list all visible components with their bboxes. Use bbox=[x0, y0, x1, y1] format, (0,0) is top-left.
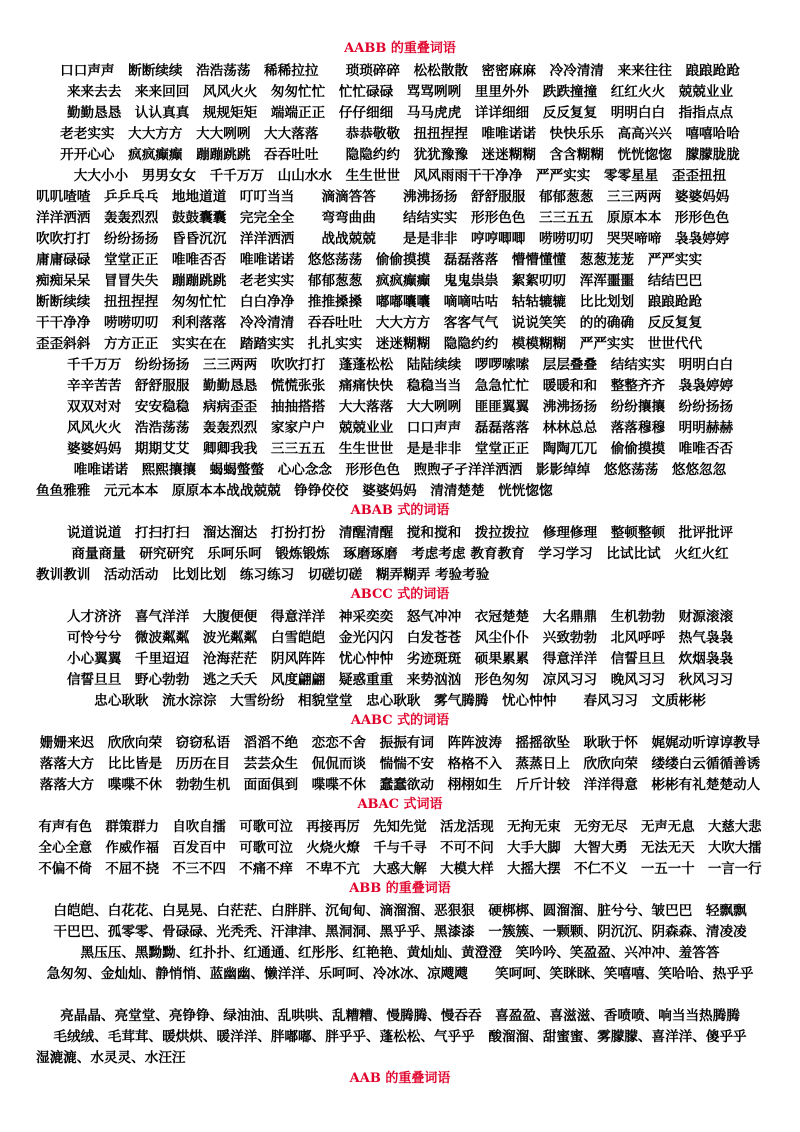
word-line: 来来去去 来来回回 风风火火 匆匆忙忙 忙忙碌碌 骂骂咧咧 里里外外 跌跌撞撞 红红火火 兢兢业业 bbox=[66, 84, 734, 100]
word-line: 湿漉漉、水灵灵、水汪汪 bbox=[36, 1050, 186, 1066]
word-line: 黑压压、黑黝黝、红扑扑、红通通、红彤彤、红艳艳、黄灿灿、黄澄澄 笑吟吟、笑盈盈、兴冲冲、羞答答 bbox=[80, 945, 720, 961]
section-title-aabc: AABC 式的词语 bbox=[350, 713, 450, 728]
word-line: 不偏不倚 不屈不挠 不三不四 不痛不痒 不卑不亢 大惑大解 大模大样 大摇大摆 不仁不义 一五一十 一言一行 bbox=[38, 861, 762, 877]
word-line: 风风火火 浩浩荡荡 轰轰烈烈 家家户户 兢兢业业 口口声声 磊磊落落 林林总总 落落穆穆 明明赫赫 bbox=[66, 420, 734, 436]
section-title-abb: ABB 的重叠词语 bbox=[349, 881, 451, 896]
word-line: 辛辛苦苦 舒舒服服 勤勤恳恳 慌慌张张 痛痛快快 稳稳当当 急急忙忙 暖暖和和 整整齐齐 袅袅婷婷 bbox=[66, 378, 734, 394]
word-line: 干干净净 唠唠叨叨 利利落落 冷冷清清 吞吞吐吐 大大方方 客客气气 说说笑笑 的的确确 反反复复 bbox=[36, 315, 703, 331]
word-line: 落落大方 喋喋不休 勃勃生机 面面俱到 喋喋不休 蠢蠢欲动 栩栩如生 斤斤计较 洋洋得意 彬彬有礼楚楚动人 bbox=[39, 777, 761, 793]
word-line: 吹吹打打 纷纷扬扬 昏昏沉沉 洋洋洒洒 战战兢兢 是是非非 哼哼唧唧 唠唠叨叨 哭哭啼啼 袅袅婷婷 bbox=[36, 231, 730, 247]
word-line: 教训教训 活动活动 比划比划 练习练习 切磋切磋 糊弄糊弄 考验考验 bbox=[36, 567, 490, 583]
word-line: 忠心耿耿 流水淙淙 大雪纷纷 相貌堂堂 忠心耿耿 雾气腾腾 忧心忡忡 春风习习 文质彬彬 bbox=[94, 693, 706, 709]
word-line: 老老实实 大大方方 大大咧咧 大大落落 恭恭敬敬 扭扭捏捏 唯唯诺诺 快快乐乐 高高兴兴 嘻嘻哈哈 bbox=[60, 126, 740, 142]
word-line: 信誓旦旦 野心勃勃 逃之夭夭 风度翩翩 疑惑重重 来势汹汹 形色匆匆 凉风习习 晚风习习 秋风习习 bbox=[66, 672, 734, 688]
word-line: 可怜兮兮 微波粼粼 波光粼粼 白雪皑皑 金光闪闪 白发苍苍 风尘仆仆 兴致勃勃 北风呼呼 热气袅袅 bbox=[66, 630, 734, 646]
word-line: 落落大方 比比皆是 历历在目 芸芸众生 侃侃而谈 惴惴不安 格格不入 蒸蒸日上 欣欣向荣 缕缕白云循循善诱 bbox=[39, 756, 761, 772]
word-line: 大大小小 男男女女 千千万万 山山水水 生生世世 风风雨雨干干净净 严严实实 零零星星 歪歪扭扭 bbox=[73, 168, 727, 184]
word-line: 全心全意 作威作福 百发百中 可歌可泣 火烧火燎 千与千寻 不可不问 大手大脚 大智大勇 无法无天 大吹大擂 bbox=[38, 840, 762, 856]
word-line: 叽叽喳喳 乒乒乓乓 地地道道 叮叮当当 滴滴答答 沸沸扬扬 舒舒服服 郁郁葱葱 三三两两 婆婆妈妈 bbox=[36, 189, 730, 205]
word-line: 歪歪斜斜 方方正正 实实在在 踏踏实实 扎扎实实 迷迷糊糊 隐隐约约 模模糊糊 严严实实 世世代代 bbox=[36, 336, 703, 352]
word-line: 开开心心 疯疯癫癫 蹦蹦跳跳 吞吞吐吐 隐隐约约 犹犹豫豫 迷迷糊糊 含含糊糊 恍恍惚惚 朦朦胧胧 bbox=[60, 147, 740, 163]
section-title-aabb: AABB 的重叠词语 bbox=[344, 41, 456, 56]
section-title-abcc: ABCC 式的词语 bbox=[350, 587, 450, 602]
word-line: 洋洋洒洒 轰轰烈烈 鼓鼓囊囊 完完全全 弯弯曲曲 结结实实 形形色色 三三五五 原原本本 形形色色 bbox=[36, 210, 730, 226]
word-line: 白皑皑、白花花、白晃晃、白茫茫、白胖胖、沉甸甸、滴溜溜、恶狠狠 硬梆梆、圆溜溜、脏兮兮、皱巴巴 轻飘飘 bbox=[53, 903, 747, 919]
word-line: 双双对对 安安稳稳 病病歪歪 抽抽搭搭 大大落落 大大咧咧 匪匪翼翼 沸沸扬扬 纷纷攘攘 纷纷扬扬 bbox=[66, 399, 734, 415]
word-line: 姗姗来迟 欣欣向荣 窃窃私语 滔滔不绝 恋恋不舍 振振有词 阵阵波涛 摇摇欲坠 耿耿于怀 娓娓动听谆谆教导 bbox=[39, 735, 761, 751]
word-line: 庸庸碌碌 堂堂正正 唯唯否否 唯唯诺诺 悠悠荡荡 偷偷摸摸 磊磊落落 懵懵懂懂 葱葱茏茏 严严实实 bbox=[36, 252, 703, 268]
word-line: 口口声声 断断续续 浩浩荡荡 稀稀拉拉 琐琐碎碎 松松散散 密密麻麻 冷冷清清 来来往往 踉踉跄跄 bbox=[60, 63, 740, 79]
word-line: 亮晶晶、亮堂堂、亮铮铮、绿油油、乱哄哄、乱糟糟、慢腾腾、慢吞吞 喜盈盈、喜滋滋、香喷喷、响当当热腾腾 bbox=[60, 1008, 740, 1024]
word-line: 断断续续 扭扭捏捏 匆匆忙忙 白白净净 推推搡搡 嘟嘟囔囔 嘀嘀咕咕 轱轱辘辘 比比划划 踉踉跄跄 bbox=[36, 294, 703, 310]
word-line: 人才济济 喜气洋洋 大腹便便 得意洋洋 神采奕奕 怒气冲冲 衣冠楚楚 大名鼎鼎 生机勃勃 财源滚滚 bbox=[66, 609, 734, 625]
word-line: 痴痴呆呆 冒冒失失 蹦蹦跳跳 老老实实 郁郁葱葱 疯疯癫癫 鬼鬼祟祟 絮絮叨叨 浑浑噩噩 结结巴巴 bbox=[36, 273, 703, 289]
word-line: 急匆匆、金灿灿、静悄悄、蓝幽幽、懒洋洋、乐呵呵、冷冰冰、凉飕飕 笑呵呵、笑眯眯、笑嘻嘻、笑哈哈、热乎乎 bbox=[46, 966, 754, 982]
section-title-abac: ABAC 式词语 bbox=[357, 797, 443, 812]
word-line: 勤勤恳恳 认认真真 规规矩矩 端端正正 仔仔细细 马马虎虎 详详细细 反反复复 明明白白 指指点点 bbox=[66, 105, 734, 121]
word-line: 婆婆妈妈 期期艾艾 卿卿我我 三三五五 生生世世 是是非非 堂堂正正 陶陶兀兀 偷偷摸摸 唯唯否否 bbox=[66, 441, 734, 457]
word-line: 有声有色 群策群力 自吹自擂 可歌可泣 再接再厉 先知先觉 活龙活现 无拘无束 无穷无尽 无声无息 大慈大悲 bbox=[38, 819, 762, 835]
word-line: 说道说道 打扫打扫 溜达溜达 打扮打扮 清醒清醒 搅和搅和 拨拉拨拉 修理修理 整顿整顿 批评批评 bbox=[66, 525, 734, 541]
section-title-aab: AAB 的重叠词语 bbox=[349, 1071, 451, 1086]
word-line: 小心翼翼 千里迢迢 沧海茫茫 阴风阵阵 忧心忡忡 劣迹斑斑 硕果累累 得意洋洋 信誓旦旦 炊烟袅袅 bbox=[66, 651, 734, 667]
word-line: 唯唯诺诺 熙熙攘攘 蝎蝎螫螫 心心念念 形形色色 煦煦孑孑洋洋洒洒 影影绰绰 悠悠荡荡 悠悠忽忽 bbox=[73, 462, 727, 478]
section-title-abab: ABAB 式的词语 bbox=[350, 503, 450, 518]
word-line: 商量商量 研究研究 乐呵乐呵 锻炼锻炼 琢磨琢磨 考虑考虑 教育教育 学习学习 比试比试 火红火红 bbox=[71, 546, 729, 562]
word-line: 毛绒绒、毛茸茸、暖烘烘、暖洋洋、胖嘟嘟、胖乎乎、蓬松松、气乎乎 酸溜溜、甜蜜蜜、雾朦朦、喜洋洋、傻乎乎 bbox=[53, 1029, 747, 1045]
word-line: 鱼鱼雅雅 元元本本 原原本本战战兢兢 铮铮佼佼 婆婆妈妈 清清楚楚 恍恍惚惚 bbox=[36, 483, 553, 499]
word-line: 千千万万 纷纷扬扬 三三两两 吹吹打打 蓬蓬松松 陆陆续续 啰啰嗦嗦 层层叠叠 结结实实 明明白白 bbox=[66, 357, 734, 373]
word-line: 干巴巴、孤零零、骨碌碌、光秃秃、汗津津、黑洞洞、黑乎乎、黑漆漆 一簇簇、一颗颗、阴沉沉、阴森森、清凌凌 bbox=[53, 924, 747, 940]
